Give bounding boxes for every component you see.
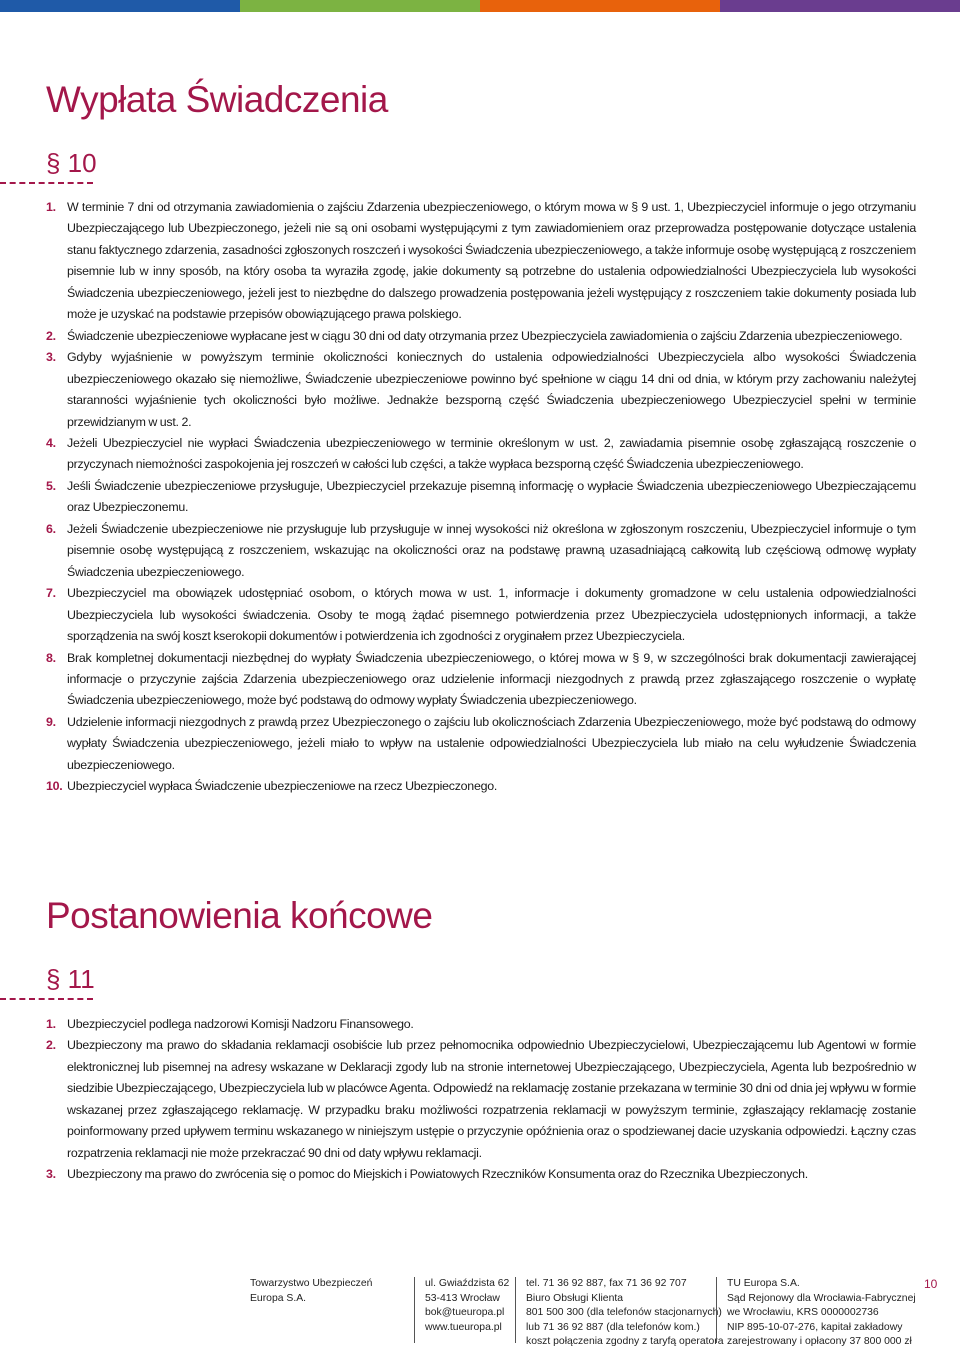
dashed-divider <box>0 998 93 1000</box>
item-number: 2. <box>46 1038 56 1053</box>
item-text: Ubezpieczony ma prawo do zwrócenia się o pomoc do Miejskich i Powiatowych Rzeczników Konsumenta oraz do Rzecznika Ubezpieczonych. <box>67 1167 808 1182</box>
item-number: 5. <box>46 478 56 493</box>
item-text: Udzielenie informacji niezgodnych z prawdą przez Ubezpieczonego o zajściu lub okolicznościach Zdarzenia Ubezpieczeniowego, może być podstawą do odmowy wypłaty Świadczenia ubezpieczeniowego, jeżeli miało to wpływ na ustalenie odpowiedzialności Ubezpieczyciela lub miało na celu wyłudzenie Świadczenia ubezpieczeniowego. <box>67 714 916 772</box>
item-number: 8. <box>46 650 56 665</box>
list-item <box>46 197 916 326</box>
item-number: 4. <box>46 435 56 450</box>
item-number: 2. <box>46 328 56 343</box>
list-item <box>46 433 916 476</box>
item-number: 3. <box>46 350 56 365</box>
item-number: 10. <box>46 779 63 794</box>
item-number: 1. <box>46 200 56 214</box>
item-number: 6. <box>46 521 56 536</box>
color-bar-green <box>240 0 480 12</box>
dashed-divider <box>0 182 93 184</box>
footer-separator <box>716 1277 717 1343</box>
footer-line: Europa S.A. <box>250 1292 307 1304</box>
list-item <box>46 1035 916 1164</box>
page-footer <box>0 1277 960 1348</box>
footer-contact <box>526 1277 724 1350</box>
list-item <box>46 1014 916 1035</box>
color-bar-blue <box>0 0 240 12</box>
list-item <box>46 648 916 712</box>
item-text: Świadczenie ubezpieczeniowe wypłacane jest w ciągu 30 dni od daty otrzymania przez Ubezpieczyciela zawiadomienia o zajściu Zdarzenia ubezpieczeniowego. <box>67 328 903 343</box>
list-item <box>46 347 916 433</box>
item-text: Ubezpieczyciel ma obowiązek udostępniać osobom, o których mowa w ust. 1, informacje i dokumenty gromadzone w celu ustalenia odpowiedzialności Ubezpieczyciela lub wysokości świadczenia. Osoby te mogą żądać pisemnego potwierdzenia przez Ubezpieczyciela udostępnionych informacji, a także sporządzenia na swój koszt kserokopii dokumentów i potwierdzenia ich zgodności z oryginałem przez Ubezpieczyciela. <box>67 586 916 644</box>
footer-line: we Wrocławiu, KRS 0000002736 <box>727 1307 879 1319</box>
footer-line: Towarzystwo Ubezpieczeń <box>250 1278 373 1289</box>
footer-website-link[interactable]: www.tueuropa.pl <box>425 1321 502 1333</box>
list-item <box>46 1164 916 1185</box>
item-text: Jeśli Świadczenie ubezpieczeniowe przysługuje, Ubezpieczyciel przekazuje pisemną informację o wypłacie Świadczenia ubezpieczeniowego Ubezpieczającemu oraz Ubezpieczonemu. <box>67 478 916 515</box>
footer-line: lub 71 36 92 887 (dla telefonów kom.) <box>526 1321 700 1333</box>
footer-line: 53-413 Wrocław <box>425 1292 500 1304</box>
footer-company <box>250 1277 372 1306</box>
footer-separator <box>515 1277 516 1343</box>
item-text: W terminie 7 dni od otrzymania zawiadomienia o zajściu Zdarzenia ubezpieczeniowego, o którym mowa w § 9 ust. 1, Ubezpieczyciel informuje o jego otrzymaniu Ubezpieczającego lub Ubezpieczonego, jeżeli nie są oni osobami występującymi z tym zawiadomieniem oraz przeprowadza postępowanie dotyczące ustalenia stanu faktycznego zdarzenia, zasadności zgłoszonych roszczeń i wysokości Świadczenia ubezpieczeniowego, a także informuje osobę występującą z roszczeniem pisemnie lub w inny sposób, na który osoba ta wyraziła zgodę, jakie dokumenty są potrzebne do ustalenia odpowiedzialności Ubezpieczyciela lub wysokości Świadczenia ubezpieczeniowego, jeżeli jest to niezbędne do dalszego prowadzenia postępowania jeżeli występujący z roszczeniem takie dokumenty posiada lub może je uzyskać na podstawie przepisów obowiązującego prawa polskiego. <box>67 200 916 322</box>
page-number: 10 <box>924 1277 938 1291</box>
footer-line: koszt połączenia zgodny z taryfą operatora <box>526 1336 724 1348</box>
list-item <box>46 519 916 583</box>
color-bar-orange <box>480 0 720 12</box>
list-item <box>46 326 916 347</box>
item-number: 7. <box>46 586 56 601</box>
footer-line: Biuro Obsługi Klienta <box>526 1292 624 1304</box>
item-number: 1. <box>46 1017 56 1031</box>
list-item <box>46 776 916 797</box>
item-number: 3. <box>46 1167 56 1182</box>
item-text: Jeżeli Ubezpieczyciel nie wypłaci Świadczenia ubezpieczeniowego w terminie określonym w ust. 2, zawiadamia pisemnie osobę zgłaszającą roszczenie o przyczynach niemożności zaspokojenia jej roszczeń w całości lub części, a także wypłaca bezsporną część Świadczenia ubezpieczeniowego. <box>67 435 916 472</box>
item-number: 9. <box>46 714 56 729</box>
section-items-list <box>46 1014 916 1186</box>
item-text: Ubezpieczony ma prawo do składania reklamacji osobiście lub przez pełnomocnika odpowiednio Ubezpieczycielowi, Ubezpieczającemu lub Agentowi w formie elektronicznej lub pisemnej na adresy wskazane w Deklaracji zgody lub na stronie internetowej Ubezpieczającego, Ubezpieczyciela, Agenta lub bezpośrednio w siedzibie Ubezpieczającego, Ubezpieczyciela lub w placówce Agenta. Odpowiedź na reklamację zostanie przekazana w terminie 30 dni od dnia jej wpływu w formie wskazanej przez zgłaszającego reklamację. W przypadku braku możliwości rozpatrzenia reklamacji w powyższym terminie, zgłaszający reklamację zostanie poinformowany przed upływem terminu wskazanego w niniejszym ustępie o przyczynie opóźnienia oraz o spodziewanej dacie uzyskania odpowiedzi. Łączny czas rozpatrzenia reklamacji nie może przekraczać 90 dni od daty wpływu reklamacji. <box>67 1038 916 1160</box>
footer-email-link[interactable]: bok@tueuropa.pl <box>425 1307 505 1319</box>
item-text: Ubezpieczyciel podlega nadzorowi Komisji Nadzoru Finansowego. <box>67 1017 414 1031</box>
footer-line: TU Europa S.A. <box>727 1278 800 1289</box>
item-text: Jeżeli Świadczenie ubezpieczeniowe nie przysługuje lub przysługuje w innej wysokości niż określona w zgłoszonym roszczeniu, Ubezpieczyciel informuje o tym pisemnie osobę występującą z roszczeniem, wskazując na okoliczności oraz na podstawę prawną uzasadniającą całkowitą lub częściową odmowę wypłaty Świadczenia ubezpieczeniowego. <box>67 521 916 579</box>
section-heading-wyplata: Wypłata Świadczenia <box>46 79 388 120</box>
section-items-list <box>46 197 916 798</box>
footer-line: 801 500 300 (dla telefonów stacjonarnych) <box>526 1307 722 1319</box>
footer-line: ul. Gwiaździsta 62 <box>425 1278 510 1289</box>
footer-separator <box>414 1277 415 1343</box>
footer-line: tel. 71 36 92 887, fax 71 36 92 707 <box>526 1278 687 1289</box>
list-item <box>46 712 916 776</box>
footer-address <box>425 1277 509 1335</box>
footer-registration <box>727 1277 916 1350</box>
item-text: Brak kompletnej dokumentacji niezbędnej do wypłaty Świadczenia ubezpieczeniowego, o której mowa w § 9, w szczególności brak dokumentacji zawierającej informacje o przyczynie zajścia Zdarzenia ubezpieczeniowego oraz udzielenie informacji niezgodnych z prawdą przez zgłaszającego roszczenie o wypłatę Świadczenia ubezpieczeniowego, może być podstawą do odmowy wypłaty Świadczenia ubezpieczeniowego. <box>67 650 916 708</box>
paragraph-number-10: § 10 <box>46 148 97 178</box>
paragraph-number-11: § 11 <box>46 964 95 994</box>
list-item <box>46 583 916 647</box>
color-bar-purple <box>720 0 960 12</box>
footer-line: zarejestrowany i opłacony 37 800 000 zł <box>727 1336 912 1348</box>
item-text: Gdyby wyjaśnienie w powyższym terminie okoliczności koniecznych do ustalenia odpowiedzialności Ubezpieczyciela albo wysokości Świadczenia ubezpieczeniowego okazało się niemożliwe, Świadczenie ubezpieczeniowe powinno być spełnione w ciągu 14 dni od dnia, w którym przy zachowaniu należytej staranności wyjaśnienie tych okoliczności było możliwe. Jednakże bezsporną część Świadczenia ubezpieczeniowego Ubezpieczyciel spełni w terminie przewidzianym w ust. 2. <box>67 350 916 429</box>
list-item <box>46 476 916 519</box>
color-bar <box>0 0 960 12</box>
footer-line: NIP 895-10-07-276, kapitał zakładowy <box>727 1321 903 1333</box>
item-text: Ubezpieczyciel wypłaca Świadczenie ubezpieczeniowe na rzecz Ubezpieczonego. <box>67 779 498 794</box>
footer-line: Sąd Rejonowy dla Wrocławia-Fabrycznej <box>727 1292 916 1304</box>
section-heading-postanowienia: Postanowienia końcowe <box>46 895 433 936</box>
